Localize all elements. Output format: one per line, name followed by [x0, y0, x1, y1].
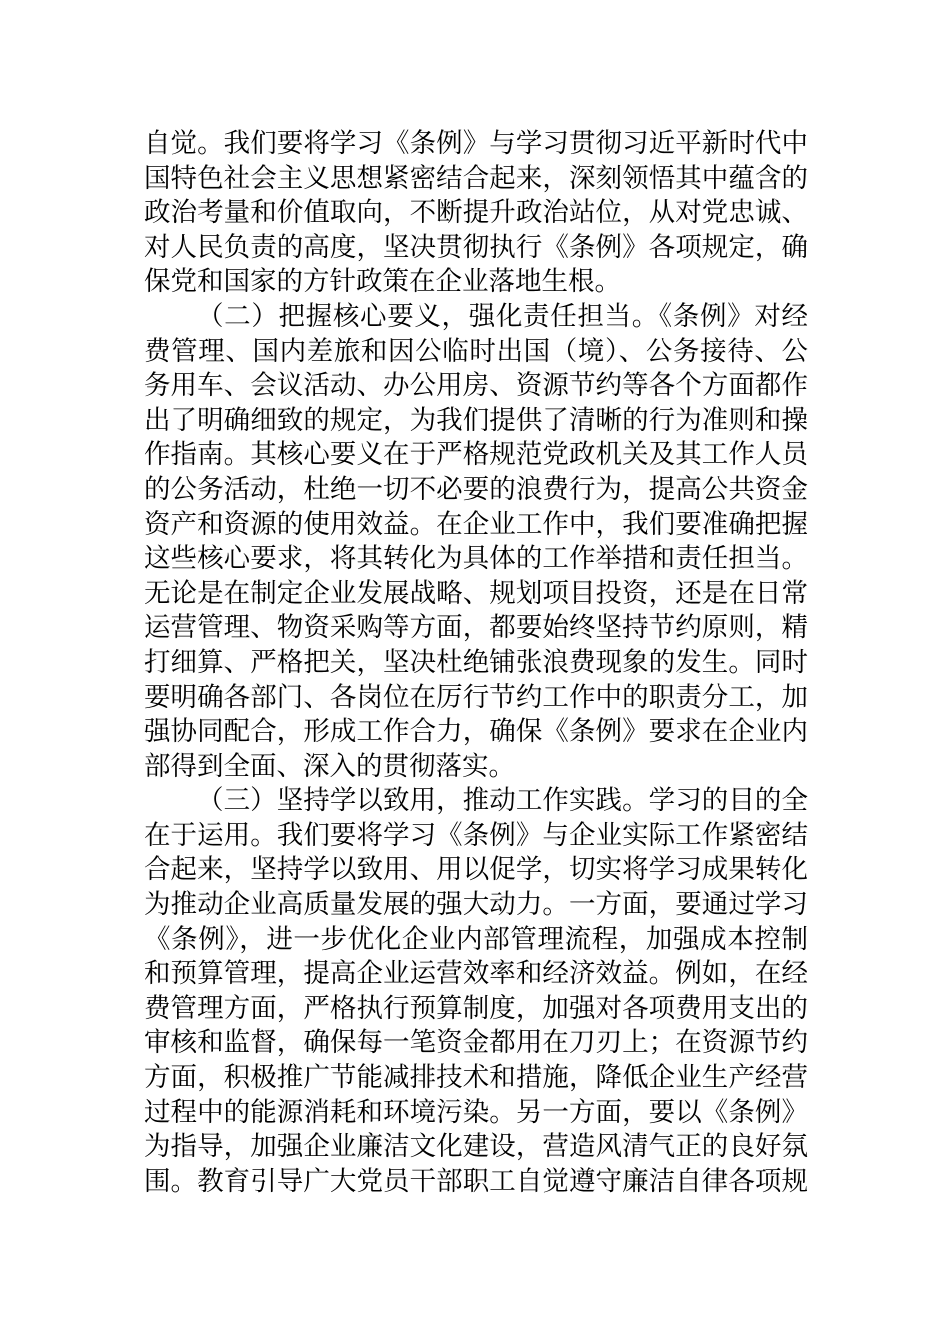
- text-line: 对人民负责的高度，坚决贯彻执行《条例》各项规定，确: [144, 231, 808, 263]
- text-line: 合起来，坚持学以致用、用以促学，切实将学习成果转化: [144, 854, 808, 886]
- text-line: 国特色社会主义思想紧密结合起来，深刻领悟其中蕴含的: [144, 162, 808, 194]
- text-line: 政治考量和价值取向，不断提升政治站位，从对党忠诚、: [144, 197, 808, 229]
- paragraph-end-line: 部得到全面、深入的贯彻落实。: [144, 750, 515, 782]
- section-heading-line: （二）把握核心要义，强化责任担当。《条例》对经: [197, 300, 808, 332]
- text-line: 务用车、会议活动、办公用房、资源节约等各个方面都作: [144, 370, 808, 402]
- text-line: 要明确各部门、各岗位在厉行节约工作中的职责分工，加: [144, 681, 808, 713]
- text-line: 打细算、严格把关，坚决杜绝铺张浪费现象的发生。同时: [144, 646, 808, 678]
- body-text: [144, 127, 808, 1199]
- text-line: 过程中的能源消耗和环境污染。另一方面，要以《条例》: [144, 1096, 808, 1128]
- text-line: 资产和资源的使用效益。在企业工作中，我们要准确把握: [144, 508, 808, 540]
- text-line: 费管理方面，严格执行预算制度，加强对各项费用支出的: [144, 992, 808, 1024]
- text-line: 为指导，加强企业廉洁文化建设，营造风清气正的良好氛: [144, 1131, 808, 1163]
- text-line: 为推动企业高质量发展的强大动力。一方面，要通过学习: [144, 889, 808, 921]
- text-line: 出了明确细致的规定，为我们提供了清晰的行为准则和操: [144, 404, 808, 436]
- text-line: 运营管理、物资采购等方面，都要始终坚持节约原则，精: [144, 612, 808, 644]
- text-line: 的公务活动，杜绝一切不必要的浪费行为，提高公共资金: [144, 473, 808, 505]
- paragraph-end-line: 保党和国家的方针政策在企业落地生根。: [144, 266, 621, 298]
- text-line: 强协同配合，形成工作合力，确保《条例》要求在企业内: [144, 716, 808, 748]
- text-line: 在于运用。我们要将学习《条例》与企业实际工作紧密结: [144, 819, 808, 851]
- text-line: 这些核心要求，将其转化为具体的工作举措和责任担当。: [144, 543, 808, 575]
- text-line: 审核和监督，确保每一笔资金都用在刀刃上；在资源节约: [144, 1027, 808, 1059]
- text-line: 自觉。我们要将学习《条例》与学习贯彻习近平新时代中: [144, 128, 808, 159]
- text-line: 费管理、国内差旅和因公临时出国（境）、公务接待、公: [144, 335, 808, 367]
- text-line: 无论是在制定企业发展战略、规划项目投资，还是在日常: [144, 577, 808, 609]
- text-line: 《条例》，进一步优化企业内部管理流程，加强成本控制: [144, 923, 808, 955]
- section-heading-line: （三）坚持学以致用，推动工作实践。学习的目的全: [197, 785, 808, 817]
- text-line: 和预算管理，提高企业运营效率和经济效益。例如，在经: [144, 958, 808, 990]
- text-line: 作指南。其核心要义在于严格规范党政机关及其工作人员: [144, 439, 808, 471]
- text-line: 方面，积极推广节能减排技术和措施，降低企业生产经营: [144, 1062, 808, 1094]
- text-line: 围。教育引导广大党员干部职工自觉遵守廉洁自律各项规: [144, 1165, 808, 1197]
